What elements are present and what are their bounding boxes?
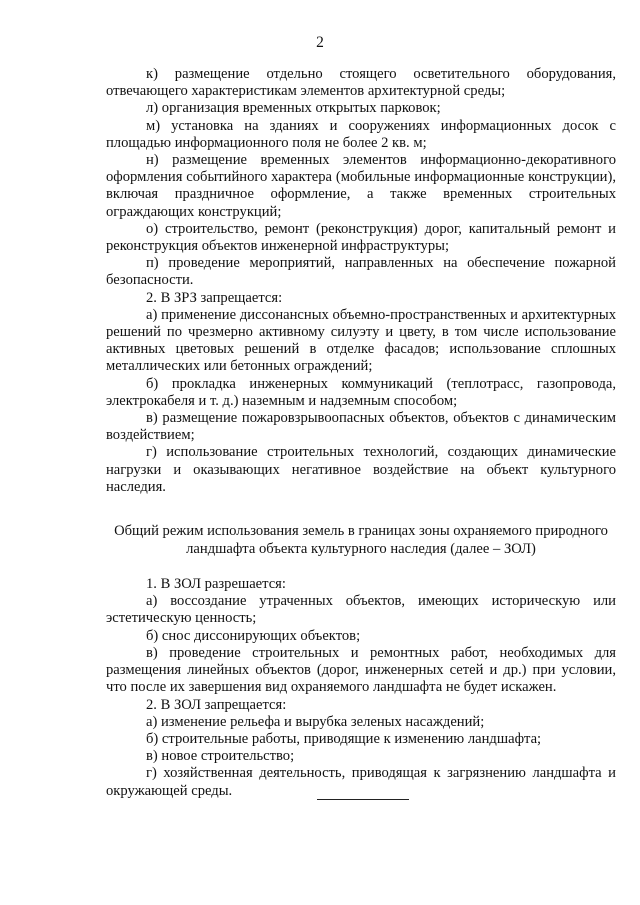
page-number: 2 [316,34,324,51]
list-item: а) применение диссонансных объемно-пространственных и архитектурных решений по чрезмерно активному силуэту и цвету, в том числе использование активных цветовых решений в отделке фасадов; использование сплошных металлических или бетонных ограждений; [106,306,616,375]
list-item: г) использование строительных технологий, создающих динамические нагрузки и оказывающих негативное воздействие на объект культурного наследия. [106,444,616,495]
list-item: в) проведение строительных и ремонтных работ, необходимых для размещения линейных объектов (дорог, инженерных сетей и др.) при условии, что после их завершения вид охраняемого ландшафта не будет искажен. [106,644,616,696]
end-separator-line [317,799,409,800]
zrz-heading: 2. В ЗРЗ запрещается: [146,289,283,306]
list-item: о) строительство, ремонт (реконструкция) дорог, капитальный ремонт и реконструкция объектов инженерной инфраструктуры; [106,220,616,255]
document-body [106,66,616,800]
list-item: а) изменение рельефа и вырубка зеленых насаждений; [146,713,485,730]
list-item: в) размещение пожаровзрывоопасных объектов, объектов с динамическим воздействием; [106,410,616,444]
list-item: п) проведение мероприятий, направленных на обеспечение пожарной безопасности. [106,255,616,289]
list-item: б) прокладка инженерных коммуникаций (теплотрасс, газопровода, электрокабеля и т. д.) наземным и надземным способом; [106,375,616,409]
list-item: а) воссоздание утраченных объектов, имеющих историческую или эстетическую ценность; [106,593,616,627]
list-item: г) хозяйственная деятельность, приводящая к загрязнению ландшафта и окружающей среды. [106,765,616,799]
list-item: б) снос диссонирующих объектов; [146,627,361,644]
zol-forbidden-heading: 2. В ЗОЛ запрещается: [146,696,287,713]
list-item: м) установка на зданиях и сооружениях информационных досок с площадью информационного поля не более 2 кв. м; [106,117,616,151]
list-item: л) организация временных открытых парковок; [146,100,441,117]
zol-section-title: Общий режим использования земель в границах зоны охраняемого природного ландшафта объекта культурного наследия (далее – ЗОЛ) [114,523,608,558]
list-item: б) строительные работы, приводящие к изменению ландшафта; [146,730,542,747]
zol-allowed-heading: 1. В ЗОЛ разрешается: [146,576,286,593]
list-item: к) размещение отдельно стоящего осветительного оборудования, отвечающего характеристикам элементов архитектурной среды; [106,66,616,100]
list-item: в) новое строительство; [146,748,295,765]
list-item: н) размещение временных элементов информационно-декоративного оформления событийного характера (мобильные информационные конструкции), включая праздничное оформление, а также временных строительных ограждающих конструкций; [106,152,616,220]
